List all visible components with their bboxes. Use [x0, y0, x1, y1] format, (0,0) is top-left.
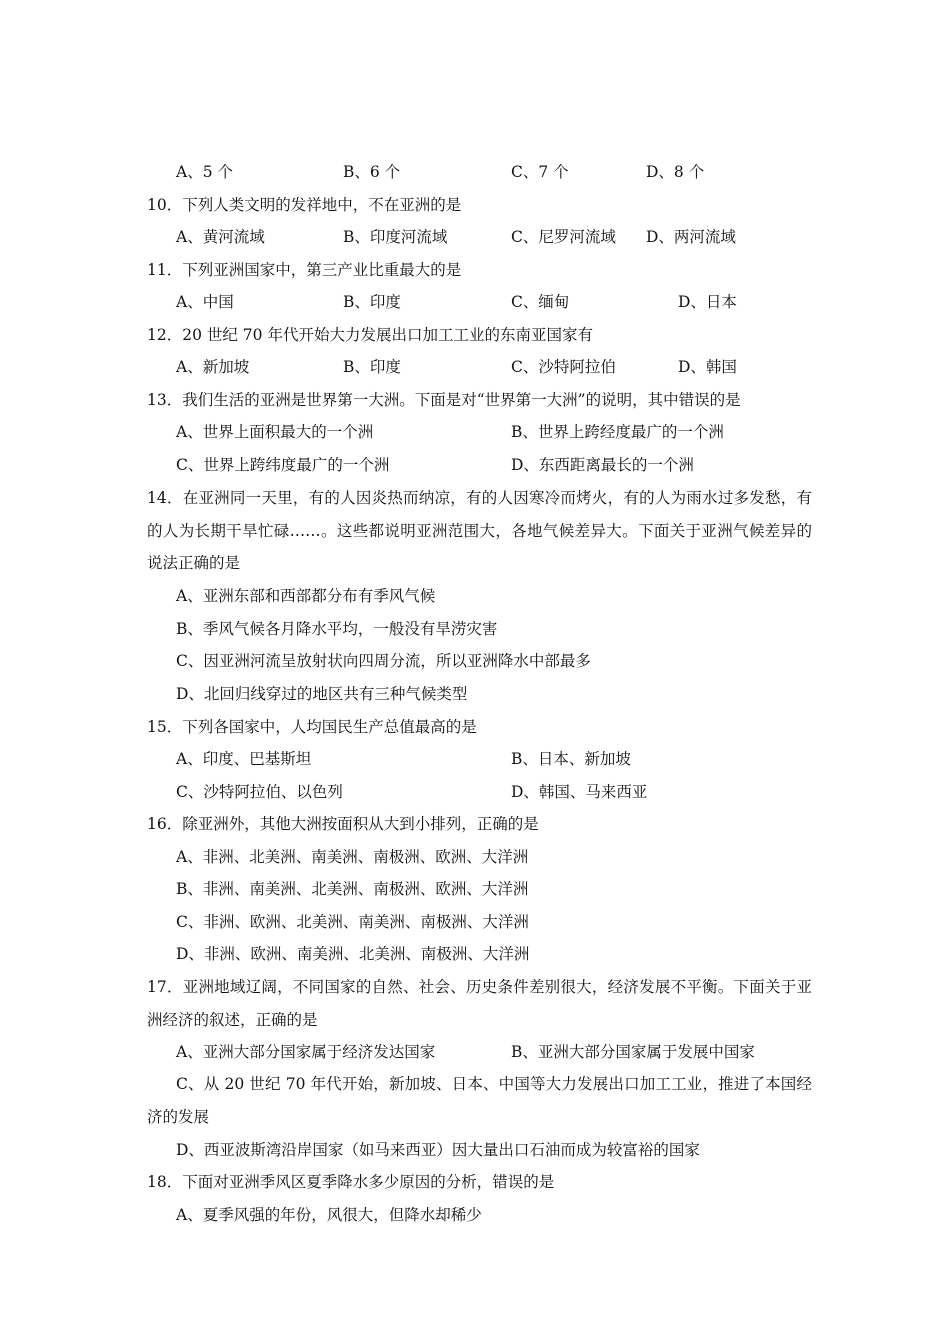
q11-option-a: A、中国	[176, 293, 234, 311]
q15-options-row-1	[0, 743, 950, 775]
q9-option-d: D、8 个	[646, 163, 705, 181]
q9-option-a: A、5 个	[176, 163, 233, 181]
q10-options-row	[0, 221, 950, 253]
q14-option-d: D、北回归线穿过的地区共有三种气候类型	[176, 685, 468, 703]
q10-option-b: B、印度河流域	[343, 228, 448, 246]
q11-stem: 11．下列亚洲国家中，第三产业比重最大的是	[147, 261, 462, 279]
q12-option-b: B、印度	[343, 358, 401, 376]
q13-option-b: B、世界上跨经度最广的一个洲	[511, 423, 724, 441]
q17-option-c: C、从 20 世纪 70 年代开始，新加坡、日本、中国等大力发展出口加工工业，推进了本国经济的发展	[147, 1075, 812, 1126]
q15-option-c: C、沙特阿拉伯、以色列	[176, 783, 343, 801]
q16-option-b: B、非洲、南美洲、北美洲、南极洲、欧洲、大洋洲	[176, 880, 529, 898]
q15-option-b: B、日本、新加坡	[511, 750, 631, 768]
q17-option-d: D、西亚波斯湾沿岸国家（如马来西亚）因大量出口石油而成为较富裕的国家	[176, 1141, 700, 1159]
q18-option-a: A、夏季风强的年份，风很大，但降水却稀少	[176, 1206, 482, 1224]
q15-option-d: D、韩国、马来西亚	[511, 783, 648, 801]
q13-options-row-2	[0, 449, 950, 481]
q13-stem: 13．我们生活的亚洲是世界第一大洲。下面是对“世界第一大洲”的说明，其中错误的是	[147, 391, 741, 409]
q12-option-d: D、韩国	[678, 358, 737, 376]
q14-option-c: C、因亚洲河流呈放射状向四周分流，所以亚洲降水中部最多	[176, 652, 591, 670]
q16-option-d: D、非洲、欧洲、南美洲、北美洲、南极洲、大洋洲	[176, 945, 530, 963]
q10-option-d: D、两河流域	[646, 228, 736, 246]
q17-options-row-1	[0, 1036, 950, 1068]
q17-option-a: A、亚洲大部分国家属于经济发达国家	[176, 1043, 436, 1061]
q15-option-a: A、印度、巴基斯坦	[176, 750, 312, 768]
q15-options-row-2	[0, 776, 950, 808]
q11-option-d: D、日本	[678, 293, 737, 311]
q13-options-row-1	[0, 416, 950, 448]
q12-stem: 12．20 世纪 70 年代开始大力发展出口加工工业的东南亚国家有	[147, 326, 593, 344]
q10-stem: 10．下列人类文明的发祥地中，不在亚洲的是	[147, 196, 462, 214]
q14-option-a: A、亚洲东部和西部都分布有季风气候	[176, 587, 436, 605]
q14-option-b: B、季风气候各月降水平均，一般没有旱涝灾害	[176, 620, 498, 638]
q16-stem: 16．除亚洲外，其他大洲按面积从大到小排列，正确的是	[147, 815, 539, 833]
q16-option-c: C、非洲、欧洲、北美洲、南美洲、南极洲、大洋洲	[176, 913, 529, 931]
q12-options-row	[0, 351, 950, 383]
q17-stem: 17．亚洲地域辽阔，不同国家的自然、社会、历史条件差别很大，经济发展不平衡。下面关于亚洲经济的叙述，正确的是	[147, 978, 812, 1029]
q13-option-a: A、世界上面积最大的一个洲	[176, 423, 374, 441]
q11-option-b: B、印度	[343, 293, 401, 311]
q13-option-c: C、世界上跨纬度最广的一个洲	[176, 456, 390, 474]
q12-option-a: A、新加坡	[176, 358, 250, 376]
q18-stem: 18．下面对亚洲季风区夏季降水多少原因的分析，错误的是	[147, 1173, 555, 1191]
q14-stem: 14．在亚洲同一天里，有的人因炎热而纳凉，有的人因寒冷而烤火，有的人为雨水过多发愁，有的人为长期干旱忙碌……。这些都说明亚洲范围大，各地气候差异大。下面关于亚洲气候差异的说法正确的是	[147, 489, 812, 573]
q9-options-row	[0, 156, 950, 188]
q10-option-c: C、尼罗河流域	[511, 228, 616, 246]
q15-stem: 15．下列各国家中，人均国民生产总值最高的是	[147, 718, 477, 736]
q13-option-d: D、东西距离最长的一个洲	[511, 456, 694, 474]
q12-option-c: C、沙特阿拉伯	[511, 358, 616, 376]
q10-option-a: A、黄河流域	[176, 228, 265, 246]
q9-option-b: B、6 个	[343, 163, 401, 181]
q9-option-c: C、7 个	[511, 163, 569, 181]
q16-option-a: A、非洲、北美洲、南美洲、南极洲、欧洲、大洋洲	[176, 848, 529, 866]
q11-option-c: C、缅甸	[511, 293, 570, 311]
q17-option-b: B、亚洲大部分国家属于发展中国家	[511, 1043, 755, 1061]
q11-options-row	[0, 286, 950, 318]
